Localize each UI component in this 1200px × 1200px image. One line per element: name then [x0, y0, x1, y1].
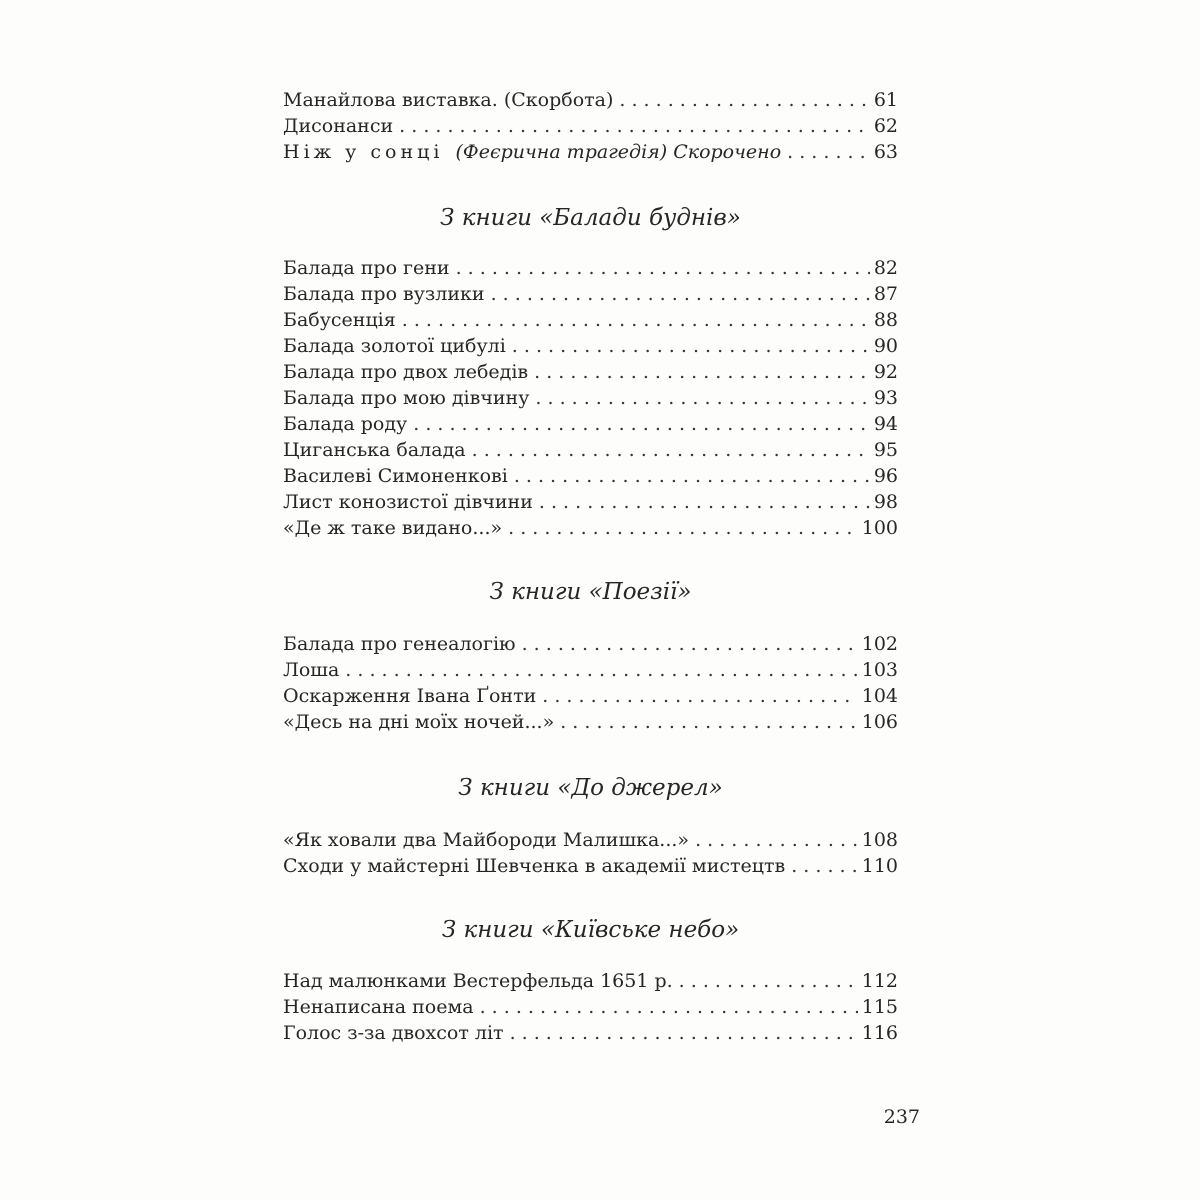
toc-entry — [283, 385, 898, 411]
toc-entry-title: Балада про мою дівчину — [283, 387, 530, 409]
dot-leader — [560, 709, 858, 735]
toc-entry-page: 108 — [861, 829, 898, 851]
toc-section — [283, 255, 898, 541]
toc-entry-page: 110 — [861, 855, 898, 877]
toc-entry-page: 92 — [873, 361, 898, 383]
toc-entry-title: Оскарження Івана Ґонти — [283, 685, 537, 707]
toc-entry-page: 87 — [873, 283, 898, 305]
toc-entry — [283, 994, 898, 1020]
toc-entry-page: 104 — [861, 685, 898, 707]
toc-entry-page: 95 — [873, 439, 898, 461]
toc-entry-title: «Десь на дні моїх ночей...» — [283, 711, 555, 733]
toc-section — [283, 631, 898, 735]
toc-entry-title: Дисонанси — [283, 115, 394, 137]
toc-entry — [283, 411, 898, 437]
toc-entry-page: 63 — [873, 141, 898, 163]
dot-leader — [508, 515, 858, 541]
toc-entry-page: 96 — [873, 465, 898, 487]
dot-leader — [679, 968, 858, 994]
toc-entry-page: 88 — [873, 309, 898, 331]
toc-entry — [283, 709, 898, 735]
dot-leader — [619, 87, 869, 113]
dot-leader — [480, 994, 858, 1020]
toc-entry-title-italic: (Феєрична трагедія) Скорочено — [455, 141, 782, 163]
toc-entry — [283, 1020, 898, 1046]
toc-entry — [283, 683, 898, 709]
toc-entry-page: 62 — [873, 115, 898, 137]
dot-leader — [535, 385, 869, 411]
toc-entry-title: Бабусенція — [283, 309, 396, 331]
dot-leader — [542, 683, 857, 709]
toc-entry — [283, 515, 898, 541]
toc-entry-page: 98 — [873, 491, 898, 513]
toc-entry-page: 90 — [873, 335, 898, 357]
toc-entry — [283, 853, 898, 879]
section-heading: З книги «Поезії» — [489, 579, 692, 605]
toc-entry — [283, 307, 898, 333]
dot-leader — [510, 1020, 858, 1046]
toc-entry-title: Балада про гени — [283, 257, 450, 279]
dot-leader — [695, 827, 858, 853]
toc-entry — [283, 463, 898, 489]
toc-entry-title: Ненаписана поема — [283, 996, 474, 1018]
dot-leader — [514, 463, 870, 489]
toc-entry-page: 100 — [861, 517, 898, 539]
toc-entry-page: 102 — [861, 633, 898, 655]
toc-entry-title: Балада про вузлики — [283, 283, 485, 305]
toc-entry-page: 93 — [873, 387, 898, 409]
toc-entry-title: Балада про генеалогію — [283, 633, 516, 655]
toc-entry — [283, 489, 898, 515]
dot-leader — [413, 411, 870, 437]
dot-leader — [512, 333, 870, 359]
toc-entry-page: 106 — [861, 711, 898, 733]
section-heading: З книги «Балади буднів» — [440, 205, 741, 231]
toc-section-continued — [283, 87, 898, 165]
toc-entry — [283, 437, 898, 463]
dot-leader — [402, 307, 870, 333]
toc-entry-page: 115 — [861, 996, 898, 1018]
toc-entry-page: 112 — [861, 970, 898, 992]
toc-entry-title: Манайлова виставка. (Скорбота) — [283, 89, 614, 111]
dot-leader — [472, 437, 870, 463]
dot-leader — [539, 489, 870, 515]
toc-entry-title: «Де ж таке видано...» — [283, 517, 503, 539]
toc-entry-title: Балада роду — [283, 413, 408, 435]
toc-entry-title: Василеві Симоненкові — [283, 465, 508, 487]
toc-entry-title: Лоша — [283, 659, 340, 681]
toc-entry-title: Голос з-за двохсот літ — [283, 1022, 504, 1044]
toc-entry-page: 116 — [861, 1022, 898, 1044]
toc-entry-title: Балада золотої цибулі — [283, 335, 506, 357]
dot-leader — [345, 657, 857, 683]
toc-entry-title-spaced: Ніж у сонці — [283, 141, 444, 163]
section-heading: З книги «Київське небо» — [441, 917, 740, 943]
toc-entry — [283, 827, 898, 853]
toc-entry — [283, 968, 898, 994]
toc-section — [283, 827, 898, 879]
toc-entry-page: 94 — [873, 413, 898, 435]
toc-entry — [283, 631, 898, 657]
page-number: 237 — [883, 1106, 920, 1128]
toc-section — [283, 968, 898, 1046]
toc-entry — [283, 113, 898, 139]
dot-leader — [787, 139, 870, 165]
dot-leader — [534, 359, 870, 385]
dot-leader — [522, 631, 858, 657]
toc-entry — [283, 333, 898, 359]
toc-entry — [283, 87, 898, 113]
dot-leader — [456, 255, 870, 281]
toc-entry-page: 61 — [873, 89, 898, 111]
dot-leader — [399, 113, 870, 139]
toc-entry-title: «Як ховали два Майбороди Малишка...» — [283, 829, 690, 851]
toc-entry-title: Циганська балада — [283, 439, 466, 461]
toc-entry-title: Над малюнками Вестерфельда 1651 р. — [283, 970, 673, 992]
toc-entry-page: 82 — [873, 257, 898, 279]
toc-entry — [283, 139, 898, 165]
toc-entry — [283, 281, 898, 307]
toc-entry-title: Лист конозистої дівчини — [283, 491, 533, 513]
toc-entry-page: 103 — [861, 659, 898, 681]
toc-entry — [283, 359, 898, 385]
dot-leader — [491, 281, 870, 307]
toc-entry-title: Балада про двох лебедів — [283, 361, 529, 383]
toc-entry — [283, 657, 898, 683]
toc-entry-title — [283, 139, 781, 165]
toc-entry — [283, 255, 898, 281]
dot-leader — [791, 853, 858, 879]
section-heading: З книги «До джерел» — [458, 775, 723, 801]
toc-entry-title: Сходи у майстерні Шевченка в академії мистецтв — [283, 855, 786, 877]
